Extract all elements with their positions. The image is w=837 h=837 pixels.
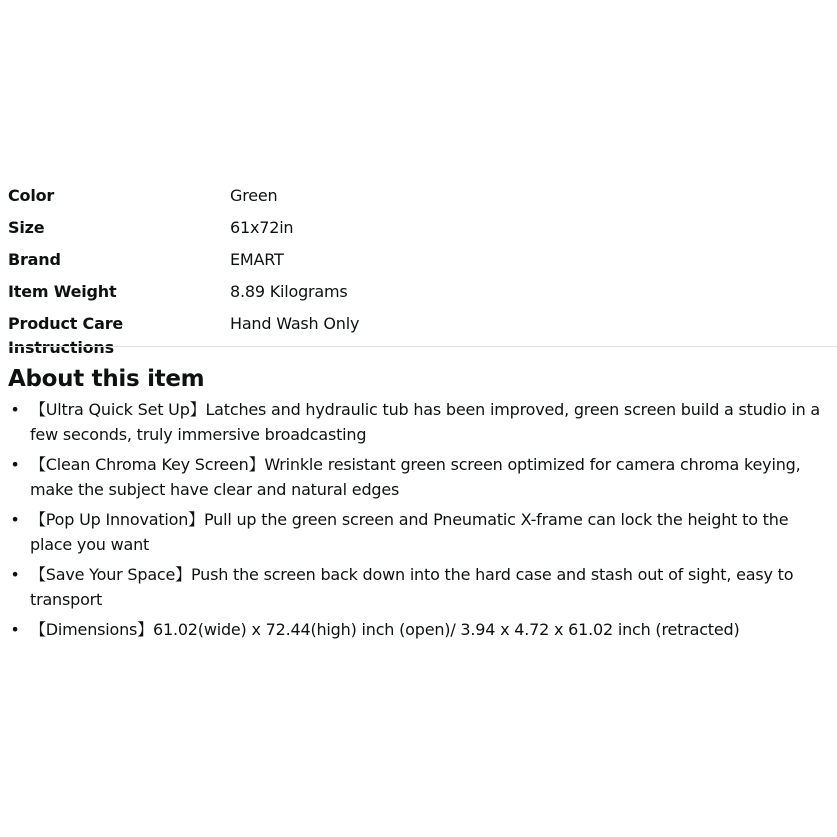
spec-key: Item Weight [8,282,117,301]
spec-key: Product Care Instructions [8,314,124,357]
product-specs-table [8,180,359,364]
feature-bullet-text: 【Dimensions】61.02(wide) x 72.44(high) inch (open)/ 3.94 x 4.72 x 61.02 inch (retracted) [30,620,740,639]
spec-row-size [8,212,359,244]
bullet-dot-icon: • [10,620,20,639]
feature-bullet [8,452,834,502]
spec-key: Size [8,218,45,237]
feature-bullet [8,562,834,612]
feature-bullet [8,507,834,557]
spec-key: Color [8,186,55,205]
bullet-dot-icon: • [10,565,20,584]
spec-value: 8.89 Kilograms [230,282,348,301]
feature-bullet-text: 【Ultra Quick Set Up】Latches and hydraulic tub has been improved, green screen build a studio in a few seconds, truly immersive broadcasting [30,400,821,444]
spec-value: 61x72in [230,218,294,237]
spec-value: EMART [230,250,284,269]
feature-bullet-text: 【Pop Up Innovation】Pull up the green screen and Pneumatic X-frame can lock the height to the place you want [30,510,789,554]
about-section-title: About this item [8,366,205,392]
feature-bullet-text: 【Clean Chroma Key Screen】Wrinkle resistant green screen optimized for camera chroma keying, make the subject have clear and natural edges [30,455,801,499]
feature-bullet [8,617,834,642]
section-divider [8,346,837,347]
feature-bullet-list [8,397,834,647]
feature-bullet [8,397,834,447]
spec-row-brand [8,244,359,276]
spec-value: Hand Wash Only [230,314,360,333]
spec-value: Green [230,186,278,205]
spec-row-color [8,180,359,212]
spec-key: Brand [8,250,61,269]
bullet-dot-icon: • [10,400,20,419]
feature-bullet-text: 【Save Your Space】Push the screen back down into the hard case and stash out of sight, easy to transport [30,565,794,609]
spec-row-item-weight [8,276,359,308]
bullet-dot-icon: • [10,510,20,529]
bullet-dot-icon: • [10,455,20,474]
spec-row-care-instructions [8,308,359,364]
